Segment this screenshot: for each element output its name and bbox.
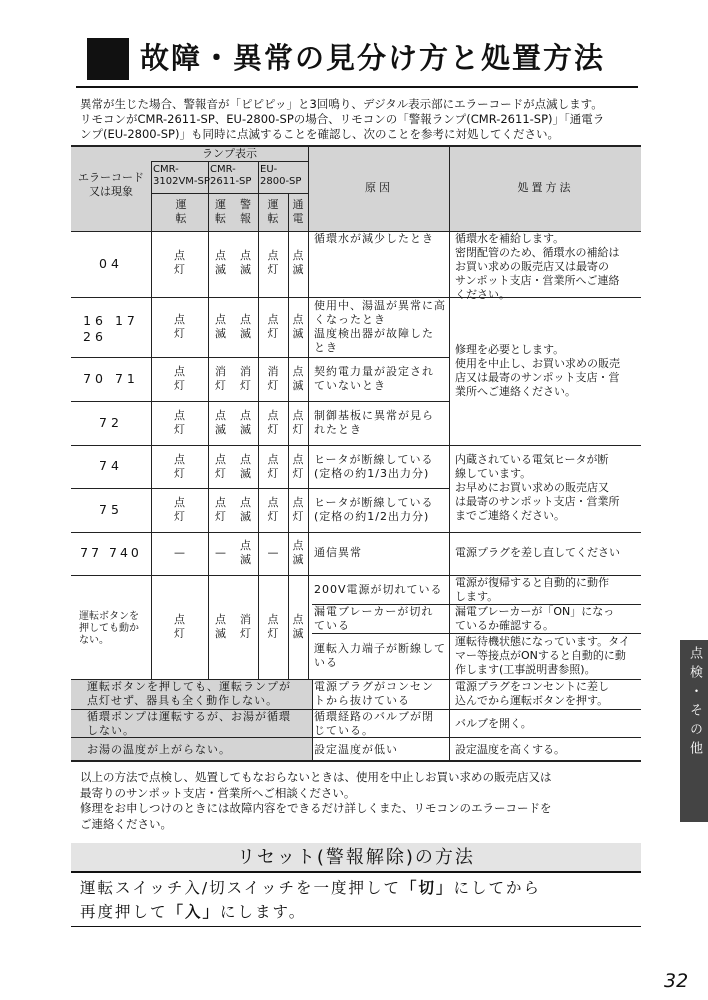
lamp-cell: 点 滅 [215, 249, 226, 276]
column-divider [308, 145, 309, 679]
phenomenon-cell: 運転ボタンを 押しても動か ない。 [79, 611, 139, 646]
table-border-bottom [71, 760, 641, 762]
cause-cell: 運転入力端子が断線して いる [314, 642, 446, 669]
lamp-cell: 点 滅 [215, 313, 226, 340]
lamp-cell: — [215, 546, 226, 559]
action-cell: 電源が復帰すると自動的に動作 します。 [455, 576, 609, 603]
title-rule [76, 86, 638, 88]
cause-cell: 制御基板に異常が見ら れたとき [314, 409, 434, 436]
cause-cell: 契約電力量が設定され ていないとき [314, 365, 434, 392]
error-code-74: 74 [99, 458, 123, 473]
column-divider [449, 145, 450, 761]
phenomenon-cell: 運転ボタンを押しても、運転ランプが 点灯せず、器具も全く動作しない。 [87, 680, 291, 707]
page-number: 32 [664, 970, 689, 992]
header-lamp-char: 警 [240, 198, 251, 211]
reset-instructions [80, 876, 541, 924]
reset-line-2: 再度押して「入」にします。 [80, 903, 307, 921]
column-divider [312, 679, 313, 761]
header-model-line: 3102VM-SP [153, 176, 210, 187]
lamp-cell: 点 滅 [240, 313, 251, 340]
cause-cell: 循環経路のバルブが閉 じている。 [314, 710, 434, 737]
header-model-line: CMR- [153, 164, 179, 175]
phenomenon-cell: お湯の温度が上がらない。 [87, 743, 231, 756]
lamp-cell: 点 灯 [174, 613, 185, 640]
header-lamp-char: 運 [215, 198, 226, 211]
header-lamp-char: 転 [267, 212, 279, 225]
footer-note [80, 770, 640, 832]
cause-cell: 通信異常 [314, 546, 362, 559]
intro-line: 異常が生じた場合、警報音が「ピピピッ」と3回鳴り、デジタル表示部にエラーコードが点滅します。 [80, 97, 603, 111]
row-divider [71, 532, 641, 533]
error-code-04: 04 [99, 256, 123, 271]
row-divider [71, 357, 449, 358]
lamp-cell: — [174, 546, 185, 559]
title-block-icon [87, 38, 129, 80]
action-cell: バルブを開く。 [455, 717, 532, 730]
lamp-cell: 点 灯 [267, 409, 279, 436]
lamp-cell: 点 滅 [240, 249, 251, 276]
header-code-line: 又は現象 [89, 185, 133, 198]
intro-line: リモコンがCMR-2611-SP、EU-2800-SPの場合、リモコンの「警報ランプ(CMR-2611-SP)」「通電ラ [80, 112, 605, 126]
lamp-cell: 点 灯 [174, 409, 185, 436]
row-divider [71, 401, 449, 402]
lamp-cell: 消 灯 [267, 365, 279, 392]
action-cell: 設定温度を高くする。 [455, 743, 565, 756]
cause-cell: 漏電ブレーカーが切れ ている [314, 605, 434, 632]
header-lamp-1 [161, 198, 201, 226]
side-tab-label: 点検・その他 [687, 646, 702, 760]
header-code-line: エラーコード [78, 171, 144, 184]
repair-action-cell: 修理を必要とします。 使用を中止し、お買い求めの販売 店又は最寄のサンポット支店・営 業所へご連絡ください。 [455, 343, 620, 398]
lamp-cell: 点 灯 [174, 496, 185, 523]
footer-line: 修理をお申しつけのときには故障内容をできるだけ詳しくまた、リモコンのエラーコードを [80, 801, 552, 815]
header-lamp-char: 転 [215, 212, 226, 225]
lamp-cell: 点 灯 [267, 453, 279, 480]
intro-text [80, 97, 625, 142]
row-divider [151, 161, 308, 162]
header-lamp-2 [208, 198, 233, 226]
lamp-cell: 点 灯 [215, 453, 226, 480]
lamp-cell: — [267, 546, 279, 559]
header-model-1 [153, 164, 210, 188]
error-code-72: 72 [99, 415, 123, 430]
header-model-line: 2611-SP [210, 176, 252, 187]
lamp-cell: 消 灯 [240, 613, 251, 640]
header-lamp-char: 報 [240, 212, 251, 225]
reset-rule [71, 926, 641, 927]
cause-cell: 使用中、湯温が異常に高 くなったとき 温度検出器が故障した とき [314, 299, 446, 354]
footer-line: ご連絡ください。 [80, 816, 172, 831]
row-divider [151, 193, 308, 194]
footer-line: 最寄りのサンポット支店・営業所へご相談ください。 [80, 785, 356, 800]
lamp-cell: 消 灯 [215, 365, 226, 392]
header-model-3 [260, 164, 301, 188]
cause-cell: ヒータが断線している (定格の約1/3出力分) [314, 453, 434, 480]
lamp-cell: 点 灯 [267, 496, 279, 523]
header-lamp-4 [258, 198, 288, 226]
error-code-70: 70 71 [83, 371, 139, 386]
action-cell: 漏電ブレーカーが「ON」になっ ているか確認する。 [455, 605, 615, 632]
header-lamp-char: 運 [267, 198, 279, 211]
lamp-cell: 点 灯 [174, 313, 185, 340]
header-action: 処置方法 [517, 181, 574, 194]
lamp-cell: 点 灯 [292, 453, 304, 480]
reset-section-header [71, 843, 641, 873]
lamp-cell: 点 滅 [240, 453, 251, 480]
lamp-cell: 点 灯 [292, 496, 304, 523]
cause-cell: 設定温度が低い [314, 743, 398, 756]
cause-cell: 電源プラグがコンセン トから抜けている [314, 680, 434, 707]
lamp-cell: 点 滅 [292, 539, 304, 566]
lamp-cell: 点 滅 [215, 409, 226, 436]
header-lamp: ランプ表示 [202, 147, 257, 160]
action-cell: 電源プラグを差し直してください [455, 546, 620, 559]
cause-cell: 循環水が減少したとき [314, 232, 434, 245]
header-lamp-char: 電 [292, 212, 304, 225]
header-lamp-char: 運 [175, 198, 187, 211]
lamp-cell: 点 灯 [174, 249, 185, 276]
row-divider [71, 488, 449, 489]
lamp-cell: 点 灯 [267, 613, 279, 640]
header-model-line: 2800-SP [260, 176, 302, 187]
header-lamp-5 [288, 198, 308, 226]
header-lamp-char: 通 [292, 198, 304, 211]
lamp-cell: 点 灯 [215, 496, 226, 523]
header-lamp-char: 転 [175, 212, 187, 225]
header-code [71, 171, 151, 199]
header-model-line: EU- [260, 164, 278, 175]
lamp-cell: 点 灯 [174, 365, 185, 392]
lamp-cell: 点 灯 [267, 249, 279, 276]
troubleshooting-table [71, 145, 641, 761]
lamp-cell: 点 滅 [292, 313, 304, 340]
header-model-line: CMR- [210, 164, 236, 175]
row-divider [71, 445, 641, 446]
header-cause: 原因 [365, 181, 393, 194]
action-cell: 運転待機状態になっています。タイ マー等接点がONすると自動的に動 作します(工事説明書参照)。 [455, 635, 630, 676]
lamp-cell: 点 灯 [292, 409, 304, 436]
lamp-cell: 点 滅 [292, 249, 304, 276]
lamp-cell: 点 滅 [240, 409, 251, 436]
reset-title: リセット(警報解除)の方法 [237, 847, 475, 868]
error-code-77: 77 740 [80, 545, 142, 560]
row-divider [312, 633, 641, 634]
intro-line: ンプ(EU-2800-SP)」も同時に点滅することを確認し、次のことを参考に対処してください。 [80, 127, 559, 141]
header-lamp-3 [233, 198, 258, 226]
side-tab [680, 640, 708, 822]
footer-line: 以上の方法で点検し、処置してもなおらないときは、使用を中止しお買い求めの販売店又は [80, 770, 552, 784]
phenomenon-cell: 循環ポンプは運転するが、お湯が循環 しない。 [87, 710, 291, 737]
action-cell: 循環水を補給します。 密閉配管のため、循環水の補給は お買い求めの販売店又は最寄の サンポット支店・営業所へご連絡 ください。 [455, 232, 620, 301]
cause-cell: ヒータが断線している (定格の約1/2出力分) [314, 496, 434, 523]
error-code-16: 16 17 26 [83, 313, 139, 344]
lamp-cell: 点 滅 [240, 496, 251, 523]
lamp-cell: 点 滅 [240, 539, 251, 566]
heater-action-cell: 内蔵されている電気ヒータが断 線しています。 お早めにお買い求めの販売店又 は最寄のサンポット支店・営業所 までご連絡ください。 [455, 453, 620, 522]
page-title: 故障・異常の見分け方と処置方法 [140, 41, 606, 75]
header-model-2 [210, 164, 251, 188]
action-cell: 電源プラグをコンセントに差し 込んでから運転ボタンを押す。 [455, 680, 609, 707]
lamp-cell: 点 灯 [174, 453, 185, 480]
cause-cell: 200V電源が切れている [314, 583, 443, 596]
error-code-75: 75 [99, 502, 123, 517]
lamp-cell: 点 滅 [215, 613, 226, 640]
lamp-cell: 点 滅 [292, 365, 304, 392]
lamp-cell: 点 灯 [267, 313, 279, 340]
reset-line-1: 運転スイッチ入/切スイッチを一度押して「切」にしてから [80, 879, 542, 897]
lamp-cell: 消 灯 [240, 365, 251, 392]
lamp-cell: 点 滅 [292, 613, 304, 640]
